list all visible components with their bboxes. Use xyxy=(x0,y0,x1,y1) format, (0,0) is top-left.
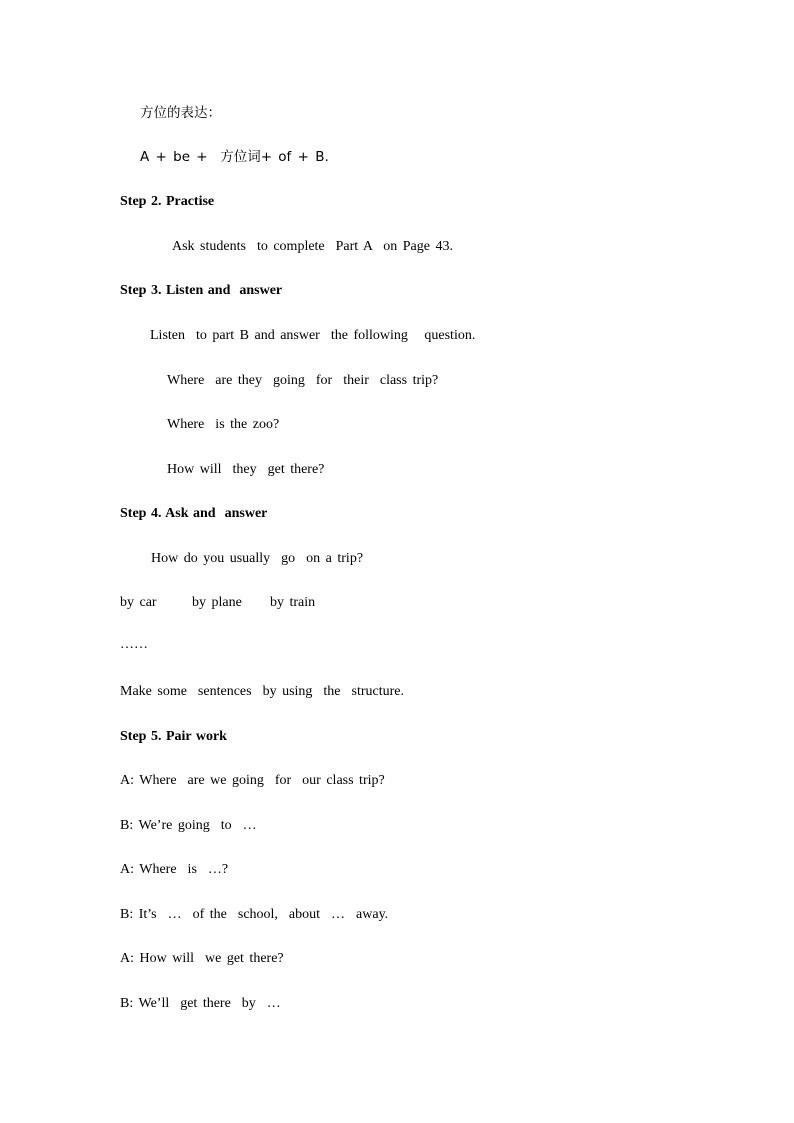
step3-instruction: Listen to part B and answer the following question. xyxy=(150,328,476,343)
step3-question-1: Where are they going for their class trip? xyxy=(167,373,439,388)
step3-heading: Step 3. Listen and answer xyxy=(120,283,283,298)
dialogue-line-5: A: How will we get there? xyxy=(120,951,284,966)
step3-question-2: Where is the zoo? xyxy=(167,417,280,432)
dialogue-line-3: A: Where is …? xyxy=(120,862,229,877)
step4-question: How do you usually go on a trip? xyxy=(151,551,364,566)
step4-option-train: by train xyxy=(270,595,316,610)
dialogue-line-2: B: We’re going to … xyxy=(120,818,257,833)
intro-formula: A + be + 方位词+ of + B. xyxy=(140,149,329,165)
step4-option-car: by car xyxy=(120,595,157,610)
step5-heading: Step 5. Pair work xyxy=(120,729,227,744)
dialogue-line-4: B: It’s … of the school, about … away. xyxy=(120,907,389,922)
step4-option-plane: by plane xyxy=(192,595,242,610)
dialogue-line-6: B: We’ll get there by … xyxy=(120,996,281,1011)
step4-ellipsis: …… xyxy=(120,637,148,652)
step2-heading: Step 2. Practise xyxy=(120,194,215,209)
step2-text: Ask students to complete Part A on Page 43. xyxy=(172,239,453,254)
intro-label: 方位的表达： xyxy=(140,105,221,121)
step4-task: Make some sentences by using the structure. xyxy=(120,684,404,699)
step3-question-3: How will they get there? xyxy=(167,462,325,477)
step4-heading: Step 4. Ask and answer xyxy=(120,506,268,521)
dialogue-line-1: A: Where are we going for our class trip? xyxy=(120,773,385,788)
